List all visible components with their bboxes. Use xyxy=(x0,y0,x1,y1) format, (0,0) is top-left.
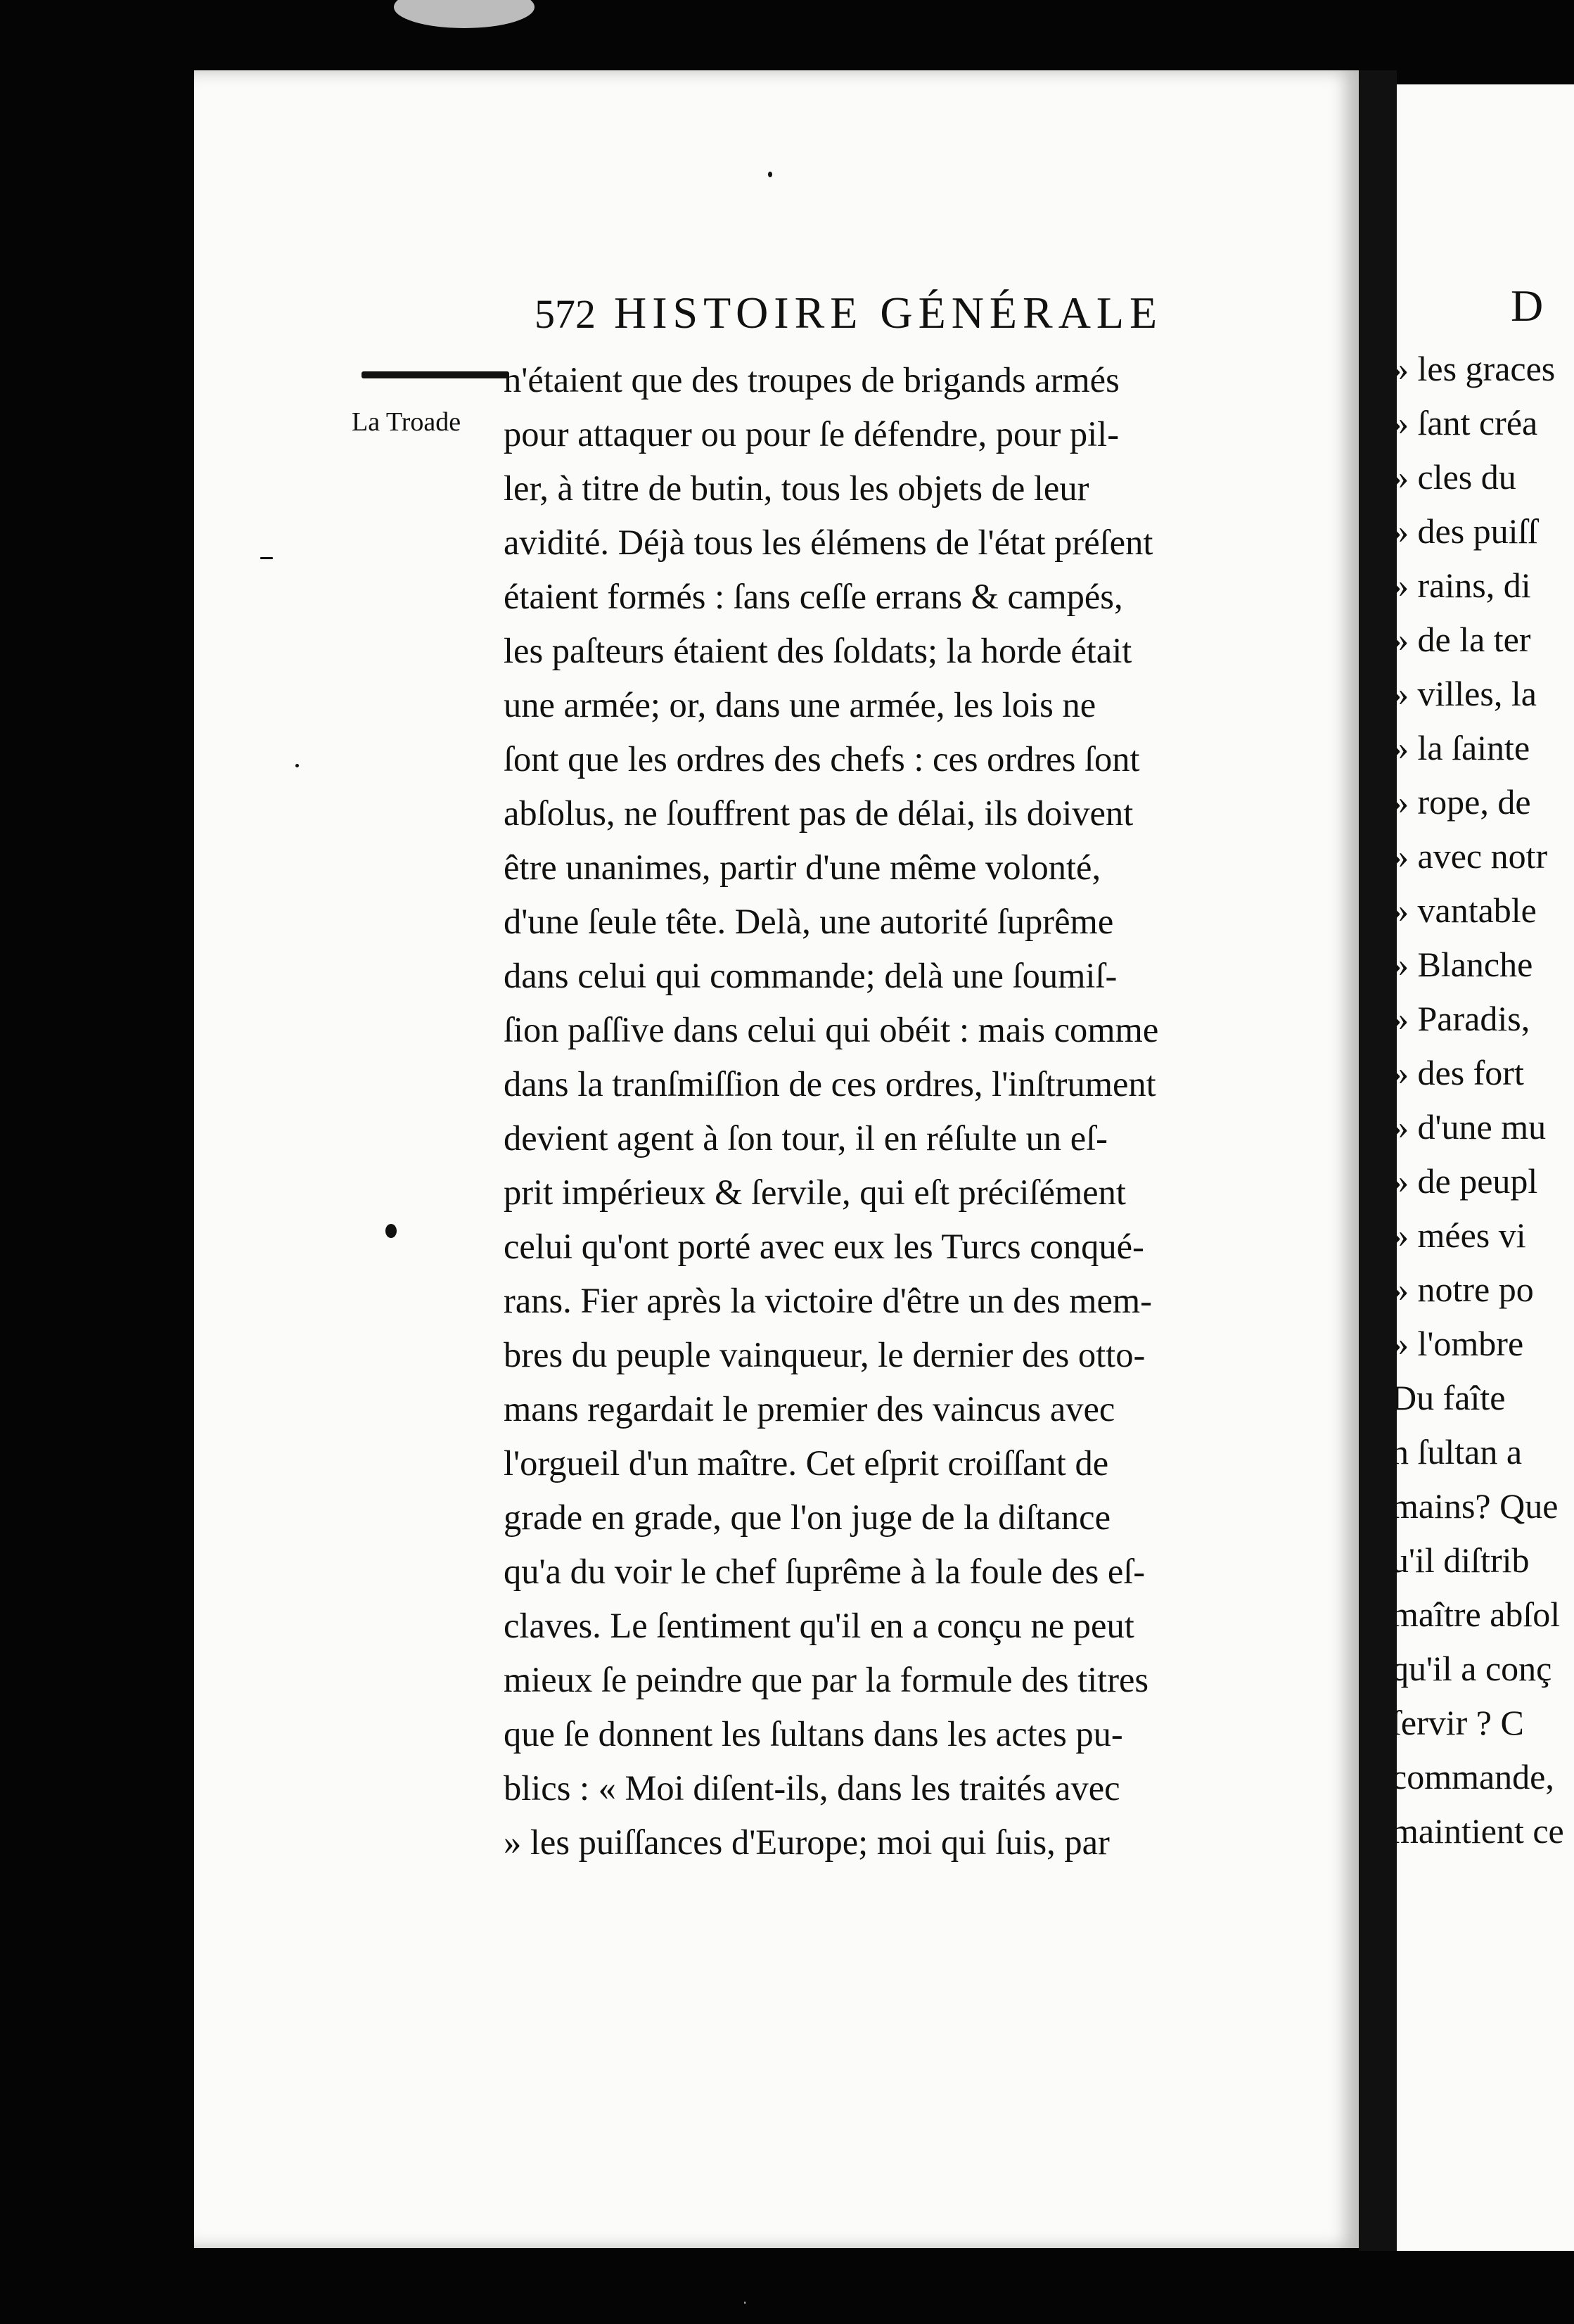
right-text-line: » villes, la xyxy=(1391,674,1537,713)
right-text-line: maître abſol xyxy=(1391,1595,1561,1634)
right-text-line: » des fort xyxy=(1391,1053,1524,1092)
right-text-line: » d'une mu xyxy=(1391,1107,1547,1147)
right-text-line: » de la ter xyxy=(1391,620,1531,659)
right-text-line: ſervir ? C xyxy=(1391,1703,1524,1742)
text-line: dans celui qui commande; delà une ſoumiſ- xyxy=(504,956,1118,995)
right-text-line: » ſant créa xyxy=(1391,403,1538,442)
right-text-line: u'il diſtrib xyxy=(1391,1540,1530,1580)
page-header xyxy=(535,287,1280,350)
right-text-line: » notre po xyxy=(1391,1270,1534,1309)
right-text-line: » des puiſſ xyxy=(1391,511,1538,551)
right-text-line: » de peupl xyxy=(1391,1161,1538,1201)
ink-speck xyxy=(260,557,273,559)
text-line: bres du peuple vainqueur, le dernier des otto- xyxy=(504,1335,1146,1374)
text-line: prit impérieux & ſervile, qui eſt préciſément xyxy=(504,1173,1126,1212)
right-text-line: » avec notr xyxy=(1391,836,1548,876)
right-text-line: » mées vi xyxy=(1391,1215,1526,1255)
right-text-line: » la ſainte xyxy=(1391,728,1530,767)
text-line: » les puiſſances d'Europe; moi qui ſuis, par xyxy=(504,1822,1110,1862)
text-line: abſolus, ne ſouffrent pas de délai, ils doivent xyxy=(504,793,1134,833)
text-line: qu'a du voir le chef ſuprême à la foule des eſ- xyxy=(504,1552,1146,1591)
ink-speck xyxy=(295,764,299,767)
text-line: dans la tranſmiſſion de ces ordres, l'inſtrument xyxy=(504,1064,1156,1104)
right-text-line: » rope, de xyxy=(1391,782,1531,822)
ink-speck xyxy=(768,172,772,177)
text-line: ler, à titre de butin, tous les objets de leur xyxy=(504,468,1089,508)
text-line: devient agent à ſon tour, il en réſulte un eſ- xyxy=(504,1118,1108,1158)
right-text-line: » l'ombre xyxy=(1391,1324,1524,1363)
text-line: d'une ſeule tête. Delà, une autorité ſuprême xyxy=(504,902,1114,941)
text-line: mieux ſe peindre que par la formule des titres xyxy=(504,1660,1149,1699)
text-line: les paſteurs étaient des ſoldats; la horde était xyxy=(504,631,1132,670)
text-line: blics : « Moi diſent-ils, dans les traités avec xyxy=(504,1768,1120,1808)
text-line: claves. Le ſentiment qu'il en a conçu ne peut xyxy=(504,1606,1134,1645)
text-line: grade en grade, que l'on juge de la diſtance xyxy=(504,1498,1111,1537)
right-page-header: D xyxy=(1511,281,1544,331)
right-text-line: » rains, di xyxy=(1391,566,1531,605)
text-line: être unanimes, partir d'une même volonté, xyxy=(504,848,1101,887)
right-text-line: Du faîte xyxy=(1391,1378,1506,1417)
text-line: ſont que les ordres des chefs : ces ordres ſont xyxy=(504,739,1140,779)
scan-artifact: · xyxy=(743,2294,748,2311)
body-text xyxy=(504,353,1362,1870)
right-text-line: » vantable xyxy=(1391,890,1537,930)
margin-note: La Troade xyxy=(352,407,461,437)
page-number: 572 xyxy=(535,291,596,337)
right-text-line: maintient ce xyxy=(1391,1811,1564,1851)
ink-speck xyxy=(385,1224,397,1238)
running-title: HISTOIRE GÉNÉRALE xyxy=(614,288,1163,338)
text-line: n'étaient que des troupes de brigands armés xyxy=(504,360,1120,400)
text-line: rans. Fier après la victoire d'être un des mem- xyxy=(504,1281,1152,1320)
text-line: celui qu'ont porté avec eux les Turcs conqué- xyxy=(504,1227,1144,1266)
right-text-line: mains? Que xyxy=(1391,1486,1559,1526)
text-line: étaient formés : ſans ceſſe errans & campés, xyxy=(504,577,1123,616)
text-line: l'orgueil d'un maître. Cet eſprit croiſſant de xyxy=(504,1443,1109,1483)
text-line: que ſe donnent les ſultans dans les actes pu- xyxy=(504,1714,1123,1754)
text-line: avidité. Déjà tous les élémens de l'état préſent xyxy=(504,523,1153,562)
right-text-line: » cles du xyxy=(1391,457,1516,497)
right-text-line: » Paradis, xyxy=(1391,999,1530,1038)
margin-rule xyxy=(361,371,509,378)
right-text-line: commande, xyxy=(1391,1757,1554,1796)
right-text-line: » les graces xyxy=(1391,349,1556,388)
text-line: pour attaquer ou pour ſe défendre, pour pil- xyxy=(504,414,1120,454)
right-page-text xyxy=(1391,342,1574,1858)
right-text-line: n ſultan a xyxy=(1391,1432,1523,1471)
text-line: une armée; or, dans une armée, les lois ne xyxy=(504,685,1096,724)
text-line: ſion paſſive dans celui qui obéit : mais comme xyxy=(504,1010,1159,1049)
right-text-line: » Blanche xyxy=(1391,945,1533,984)
text-line: mans regardait le premier des vaincus avec xyxy=(504,1389,1115,1429)
right-text-line: qu'il a conç xyxy=(1391,1649,1552,1688)
